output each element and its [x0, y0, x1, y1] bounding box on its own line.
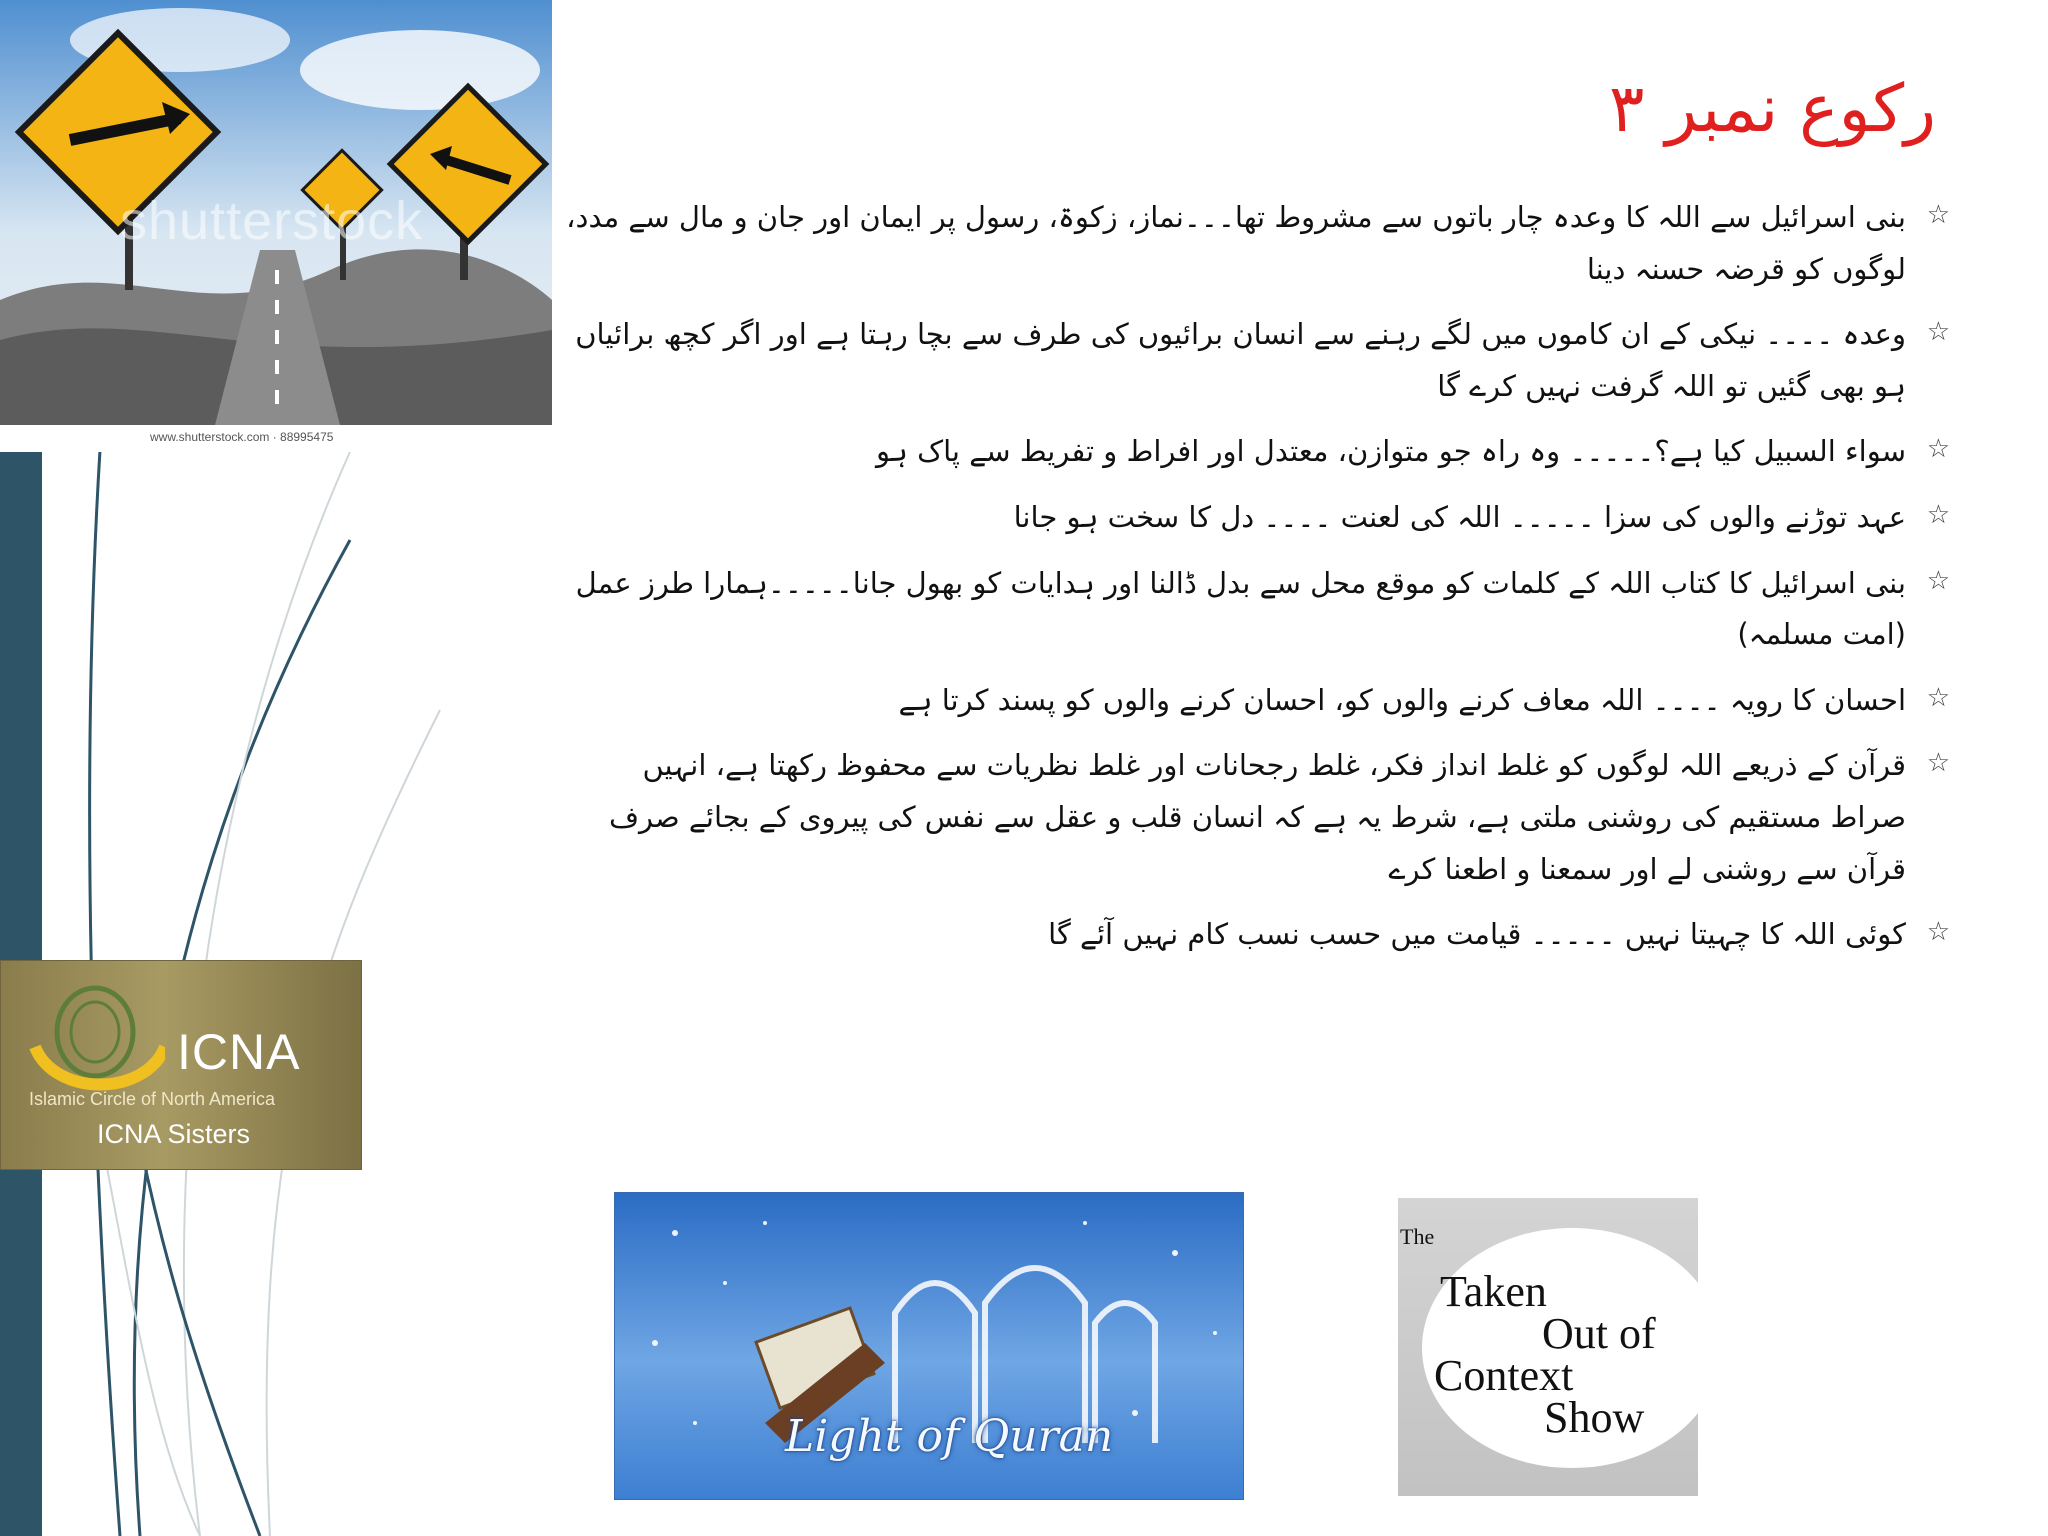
bullet-text: سواء السبیل کیا ہے؟۔۔۔۔۔ وہ راہ جو متوازن، معتدل اور افراط و تفریط سے پاک ہو — [875, 434, 1906, 469]
bullet-item — [560, 192, 1950, 295]
bullet-text: بنی اسرائیل سے اللہ کا وعدہ چار باتوں سے مشروط تھا۔۔۔نماز، زکوۃ، رسول پر ایمان اور جان و مال سے مدد، لوگوں کو قرضہ حسنہ دینا — [566, 200, 1906, 286]
bullet-text: عہد توڑنے والوں کی سزا ۔۔۔۔۔ اللہ کی لعنت ۔۔۔۔ دل کا سخت ہو جانا — [1013, 500, 1906, 535]
star-icon: ☆ — [1926, 200, 1950, 230]
logo-word-the: The — [1400, 1224, 1435, 1249]
star-icon: ☆ — [1926, 434, 1950, 465]
logo-word-out-of: Out of — [1542, 1309, 1656, 1358]
icna-wordmark: ICNA — [177, 1024, 301, 1080]
bullet-text: قرآن کے ذریعے اللہ لوگوں کو غلط انداز فکر، غلط رجحانات اور غلط نظریات سے محفوظ رکھتا ہے، انہیں صراط مستقیم کی روشنی ملتی ہے، شرط یہ ہے کہ انسان قلب و عقل سے نفس کی پیروی کے بجائے صرف قرآن سے روشنی لے اور سمعنا و اطعنا کرے — [608, 748, 1906, 886]
bullet-item — [560, 309, 1950, 412]
bullet-text: بنی اسرائیل کا کتاب اللہ کے کلمات کو موقع محل سے بدل ڈالنا اور ہدایات کو بھول جانا۔۔۔۔۔ہمارا طرز عمل (امت مسلمہ) — [575, 565, 1906, 652]
icna-sisters-label: ICNA Sisters — [97, 1119, 251, 1149]
road-signs-photo — [0, 0, 552, 452]
photo-credit: www.shutterstock.com · 88995475 — [150, 430, 334, 444]
bullet-item — [560, 675, 1950, 727]
light-of-quran-title: Light of Quran — [785, 1411, 1114, 1462]
slide-title: رکوع نمبر ۳ — [1608, 70, 1936, 147]
star-icon: ☆ — [1926, 500, 1950, 531]
star-icon: ☆ — [1926, 682, 1950, 713]
bullet-item — [560, 909, 1950, 961]
bullet-list — [560, 192, 1950, 975]
taken-out-of-context-logo — [1398, 1198, 1698, 1496]
logo-word-show: Show — [1544, 1393, 1645, 1442]
bullet-item — [560, 558, 1950, 661]
star-icon: ☆ — [1926, 748, 1950, 779]
bullet-item — [560, 426, 1950, 478]
star-icon: ☆ — [1926, 565, 1950, 596]
bullet-item — [560, 740, 1950, 895]
star-icon: ☆ — [1926, 317, 1950, 348]
bullet-text: کوئی اللہ کا چہیتا نہیں ۔۔۔۔۔ قیامت میں حسب نسب کام نہیں آئے گا — [1048, 917, 1906, 952]
bullet-text: وعدہ ۔۔۔۔ نیکی کے ان کاموں میں لگے رہنے سے انسان برائیوں کی طرف سے بچا رہتا ہے اور اگر کچھ برائیاں ہو بھی گئیں تو اللہ گرفت نہیں کرے گا — [575, 317, 1906, 403]
icna-emblem-icon — [15, 977, 165, 1107]
logo-word-context: Context — [1434, 1351, 1574, 1400]
star-icon: ☆ — [1926, 917, 1950, 948]
icna-subtitle: Islamic Circle of North America — [29, 1089, 276, 1109]
bullet-item — [560, 492, 1950, 544]
bullet-text: احسان کا رویہ ۔۔۔۔ اللہ معاف کرنے والوں کو، احسان کرنے والوں کو پسند کرتا ہے — [898, 682, 1906, 717]
watermark-text: shutterstock — [120, 191, 424, 251]
icna-logo — [0, 960, 362, 1170]
logo-word-taken: Taken — [1440, 1267, 1547, 1316]
light-of-quran-image — [614, 1192, 1244, 1500]
